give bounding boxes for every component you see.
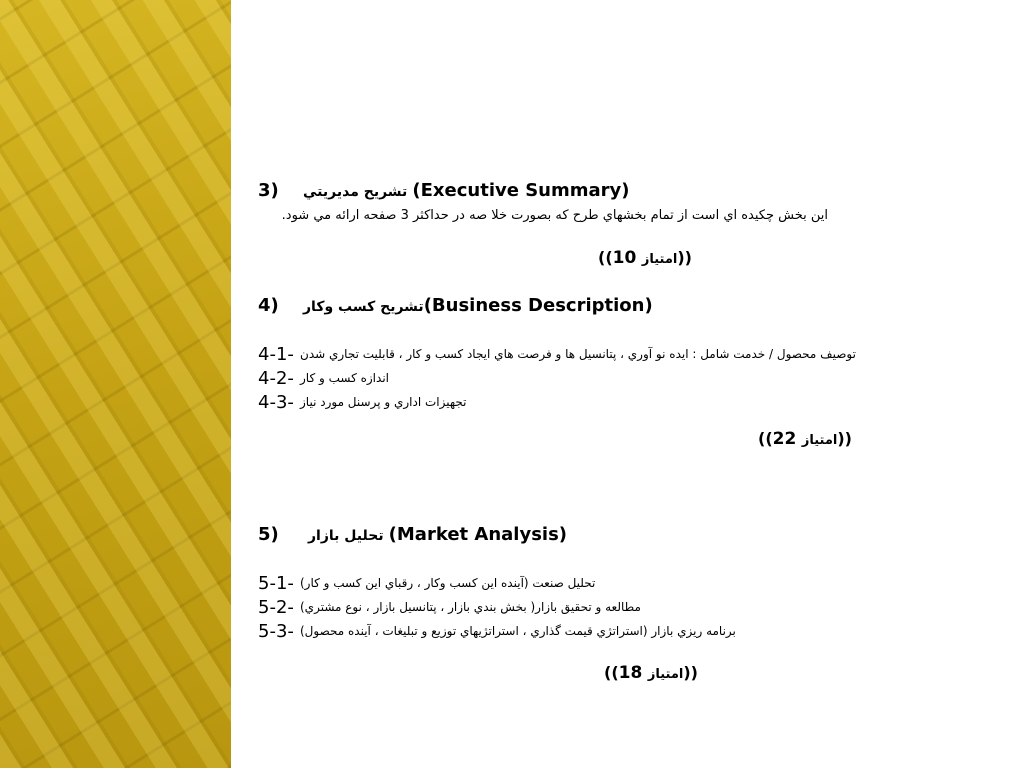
score-open: (( — [598, 248, 613, 267]
score-label: امتياز — [801, 433, 838, 448]
score-value: 22 — [772, 429, 797, 449]
score-open: (( — [604, 663, 619, 682]
section-3-score — [598, 248, 692, 268]
section-5-item-3-text: برنامه ريزي بازار (استراتژي قيمت گذاري ، استراتژيهاي توزيع و تبليغات ، آينده محصول) — [300, 624, 736, 638]
section-4-item-3-text: تجهيزات اداري و پرسنل مورد نياز — [300, 395, 467, 409]
section-4-heading — [303, 295, 653, 316]
score-close: )) — [677, 248, 692, 267]
section-4-item-1-text: توصيف محصول / خدمت شامل : ايده نو آوري ، پتانسيل ها و فرصت هاي ايجاد كسب و كار ، قابليت تجاري شدن — [300, 347, 856, 361]
section-5-number: 5) — [258, 524, 279, 545]
decorative-side-panel — [0, 0, 231, 768]
section-4-title-fa: تشريح كسب وكار — [303, 299, 424, 315]
section-5-title-fa: تحليل بازار — [308, 528, 384, 544]
section-4-title-en: (Business Description) — [423, 295, 653, 316]
section-5-title-en: (Market Analysis) — [388, 524, 568, 545]
section-4-item-2-number: 4-2- — [258, 368, 294, 389]
section-5-item-1-number: 5-1- — [258, 573, 294, 594]
section-5-item-1-text: تحليل صنعت (آينده اين كسب وكار ، رقباي اين كسب و كار) — [300, 576, 596, 590]
section-4-number: 4) — [258, 295, 279, 316]
section-3-description: اين بخش چكيده اي است از تمام بخشهاي طرح كه بصورت خلا صه در حداكثر 3 صفحه ارائه مي شود. — [281, 208, 828, 223]
section-5-item-2-text: مطالعه و تحقيق بازار( بخش بندي بازار ، پتانسيل بازار ، نوع مشتري) — [300, 600, 641, 614]
score-open: (( — [758, 429, 773, 448]
section-5-heading — [308, 524, 567, 545]
section-4-item-2-text: اندازه كسب و كار — [300, 371, 389, 385]
section-3-number: 3) — [258, 180, 279, 201]
score-label: امتياز — [647, 667, 684, 682]
score-close: )) — [837, 429, 852, 448]
section-3-title-fa: تشريح مديريتي — [303, 184, 408, 200]
score-value: 10 — [612, 248, 637, 268]
section-4-item-3-number: 4-3- — [258, 392, 294, 413]
section-3-title-en: (Executive Summary) — [412, 180, 630, 201]
section-5-score — [604, 663, 698, 683]
section-5-item-3-number: 5-3- — [258, 621, 294, 642]
section-4-score — [758, 429, 852, 449]
section-5-item-2-number: 5-2- — [258, 597, 294, 618]
score-value: 18 — [618, 663, 643, 683]
score-close: )) — [683, 663, 698, 682]
score-label: امتياز — [641, 252, 678, 267]
section-4-item-1-number: 4-1- — [258, 344, 294, 365]
section-3-heading — [303, 180, 629, 201]
